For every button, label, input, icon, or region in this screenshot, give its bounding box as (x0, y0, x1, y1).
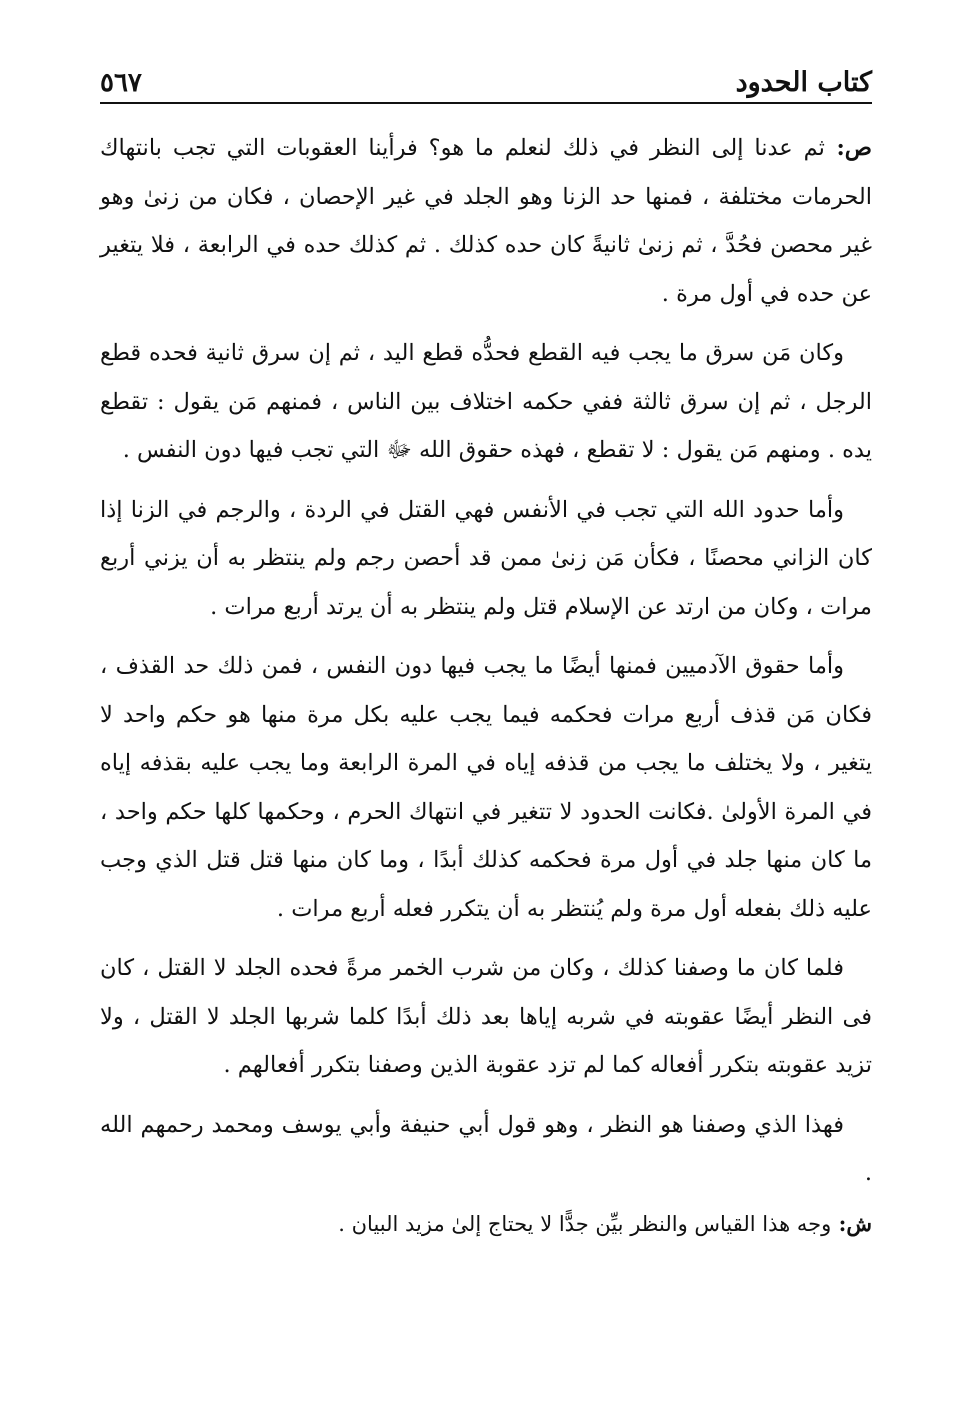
paragraph-5 (100, 944, 872, 1090)
paragraph-text: ثم عدنا إلى النظر في ذلك لنعلم ما هو؟ فرأينا العقوبات التي تجب بانتهاك الحرمات مختلفة ، فمنها حد الزنا وهو الجلد في غير الإحصان ، فكان من زنىٰ وهو غير محصن فحُدَّ ، ثم زنىٰ ثانيةً كان حده كذلك . ثم كذلك حده في الرابعة ، فلا يتغير عن حده في أول مرة . (100, 135, 872, 307)
paragraph-6 (100, 1101, 872, 1198)
paragraph-marker: ص: (824, 135, 873, 161)
paragraph-text: فلما كان ما وصفنا كذلك ، وكان من شرب الخمر مرةً فحده الجلد لا القتل ، كان فى النظر أيضًا عقوبته في شربه إياها بعد ذلك أبدًا كلما شربها الجلد لا القتل ، ولا تزيد عقوبته بتكرر أفعاله كما لم تزد عقوبة الذين وصفنا بتكرر أفعالهم . (100, 955, 872, 1078)
paragraph-text: وأما حدود الله التي تجب في الأنفس فهي القتل في الردة ، والرجم في الزنا إذا كان الزاني محصنًا ، فكأن مَن زنىٰ ممن قد أحصن رجم ولم ينتظر به أن يزني أربع مرات ، وكان من ارتد عن الإسلام قتل ولم ينتظر به أن يرتد أربع مرات . (100, 496, 872, 620)
paragraph-2 (100, 329, 872, 475)
book-page (100, 52, 872, 1257)
commentary-marker: ش: (831, 1210, 872, 1236)
paragraph-4 (100, 642, 872, 933)
paragraph-1 (100, 124, 872, 318)
page-body (100, 124, 872, 1246)
paragraph-text: وكان مَن سرق ما يجب فيه القطع فحدُّه قطع اليد ، ثم إن سرق ثانية فحده قطع الرجل ، ثم إن سرق ثالثة ففي حكمه اختلاف بين الناس ، فمنهم مَن يقول : تقطع يده . ومنهم مَن يقول : لا تقطع ، فهذه حقوق الله ﷻ التي تجب فيها دون النفس . (100, 340, 872, 463)
commentary-paragraph (100, 1202, 872, 1246)
paragraph-text: وأما حقوق الآدميين فمنها أيضًا ما يجب فيها دون النفس ، فمن ذلك حد القذف ، فكان مَن قذف أربع مرات فحكمه فيما يجب عليه بكل مرة منها هو حكم واحد لا يتغير ، ولا يختلف ما يجب من قذفه إياه في المرة الرابعة وما يجب عليه بقذفه إياه في المرة الأولىٰ .فكانت الحدود لا تتغير في انتهاك الحرم ، وحكمها كلها حكم واحد ، ما كان منها جلد في أول مرة فحكمه كذلك أبدًا ، وما كان منها قتل قتل الذي وجب عليه ذلك بفعله أول مرة ولم يُنتظر به أن يتكرر فعله أربع مرات . (100, 653, 872, 922)
running-head (100, 52, 872, 104)
commentary-text: وجه هذا القياس والنظر بيِّن جدًّا لا يحتاج إلىٰ مزيد البيان . (338, 1211, 832, 1236)
book-title: كتاب الحدود (735, 67, 872, 98)
page-number: ٥٦٧ (100, 68, 142, 98)
paragraph-text: فهذا الذي وصفنا هو النظر ، وهو قول أبي حنيفة وأبي يوسف ومحمد رحمهم الله . (100, 1111, 872, 1186)
paragraph-3 (100, 486, 872, 632)
